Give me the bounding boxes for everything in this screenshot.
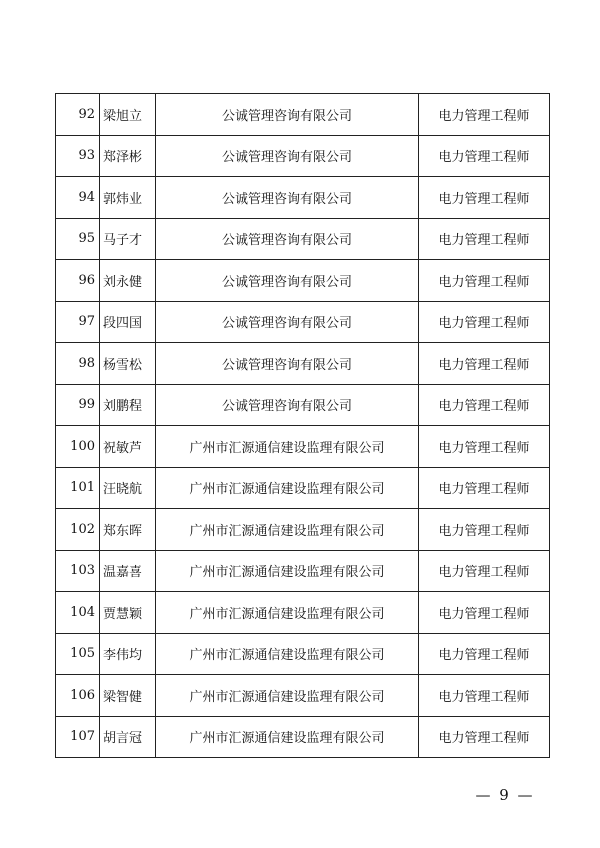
person-name-cell: 汪晓航 [100,467,156,509]
job-title-cell: 电力管理工程师 [419,343,550,385]
person-name-cell: 温嘉喜 [100,550,156,592]
job-title-cell: 电力管理工程师 [419,675,550,717]
company-name-cell: 公诚管理咨询有限公司 [156,343,419,385]
row-number-cell: 98 [56,343,100,385]
job-title-cell: 电力管理工程师 [419,177,550,219]
person-name-cell: 梁旭立 [100,94,156,136]
company-name-cell: 公诚管理咨询有限公司 [156,384,419,426]
person-name-cell: 郑东晖 [100,509,156,551]
table-row [56,218,550,260]
table-row [56,716,550,758]
job-title-cell: 电力管理工程师 [419,94,550,136]
company-name-cell: 公诚管理咨询有限公司 [156,260,419,302]
company-name-cell: 广州市汇源通信建设监理有限公司 [156,550,419,592]
company-name-cell: 广州市汇源通信建设监理有限公司 [156,633,419,675]
person-name-cell: 杨雪松 [100,343,156,385]
page-number: — 9 — [475,786,535,804]
table-row [56,592,550,634]
table-row [56,633,550,675]
company-name-cell: 广州市汇源通信建设监理有限公司 [156,675,419,717]
row-number-cell: 105 [56,633,100,675]
table-row [56,301,550,343]
row-number-cell: 100 [56,426,100,468]
roster-table [55,93,550,758]
company-name-cell: 广州市汇源通信建设监理有限公司 [156,426,419,468]
person-name-cell: 梁智健 [100,675,156,717]
job-title-cell: 电力管理工程师 [419,384,550,426]
company-name-cell: 公诚管理咨询有限公司 [156,94,419,136]
company-name-cell: 公诚管理咨询有限公司 [156,177,419,219]
table-row [56,177,550,219]
row-number-cell: 95 [56,218,100,260]
person-name-cell: 祝敏芦 [100,426,156,468]
person-name-cell: 李伟均 [100,633,156,675]
company-name-cell: 公诚管理咨询有限公司 [156,301,419,343]
table-row [56,426,550,468]
job-title-cell: 电力管理工程师 [419,426,550,468]
roster-table-body [56,94,550,758]
row-number-cell: 102 [56,509,100,551]
row-number-cell: 92 [56,94,100,136]
row-number-cell: 94 [56,177,100,219]
person-name-cell: 胡言冠 [100,716,156,758]
company-name-cell: 广州市汇源通信建设监理有限公司 [156,592,419,634]
job-title-cell: 电力管理工程师 [419,135,550,177]
job-title-cell: 电力管理工程师 [419,716,550,758]
person-name-cell: 贾慧颖 [100,592,156,634]
table-row [56,550,550,592]
table-row [56,675,550,717]
company-name-cell: 公诚管理咨询有限公司 [156,135,419,177]
table-row [56,260,550,302]
table-row [56,467,550,509]
table-row [56,135,550,177]
job-title-cell: 电力管理工程师 [419,509,550,551]
table-row [56,509,550,551]
row-number-cell: 106 [56,675,100,717]
person-name-cell: 段四国 [100,301,156,343]
company-name-cell: 广州市汇源通信建设监理有限公司 [156,716,419,758]
row-number-cell: 93 [56,135,100,177]
table-row [56,94,550,136]
job-title-cell: 电力管理工程师 [419,550,550,592]
row-number-cell: 101 [56,467,100,509]
table-row [56,343,550,385]
job-title-cell: 电力管理工程师 [419,592,550,634]
row-number-cell: 103 [56,550,100,592]
row-number-cell: 107 [56,716,100,758]
company-name-cell: 广州市汇源通信建设监理有限公司 [156,509,419,551]
job-title-cell: 电力管理工程师 [419,218,550,260]
row-number-cell: 99 [56,384,100,426]
person-name-cell: 郑泽彬 [100,135,156,177]
job-title-cell: 电力管理工程师 [419,467,550,509]
job-title-cell: 电力管理工程师 [419,260,550,302]
table-row [56,384,550,426]
row-number-cell: 96 [56,260,100,302]
job-title-cell: 电力管理工程师 [419,633,550,675]
company-name-cell: 公诚管理咨询有限公司 [156,218,419,260]
row-number-cell: 104 [56,592,100,634]
person-name-cell: 郭炜业 [100,177,156,219]
person-name-cell: 马子才 [100,218,156,260]
company-name-cell: 广州市汇源通信建设监理有限公司 [156,467,419,509]
person-name-cell: 刘鹏程 [100,384,156,426]
person-name-cell: 刘永健 [100,260,156,302]
row-number-cell: 97 [56,301,100,343]
job-title-cell: 电力管理工程师 [419,301,550,343]
